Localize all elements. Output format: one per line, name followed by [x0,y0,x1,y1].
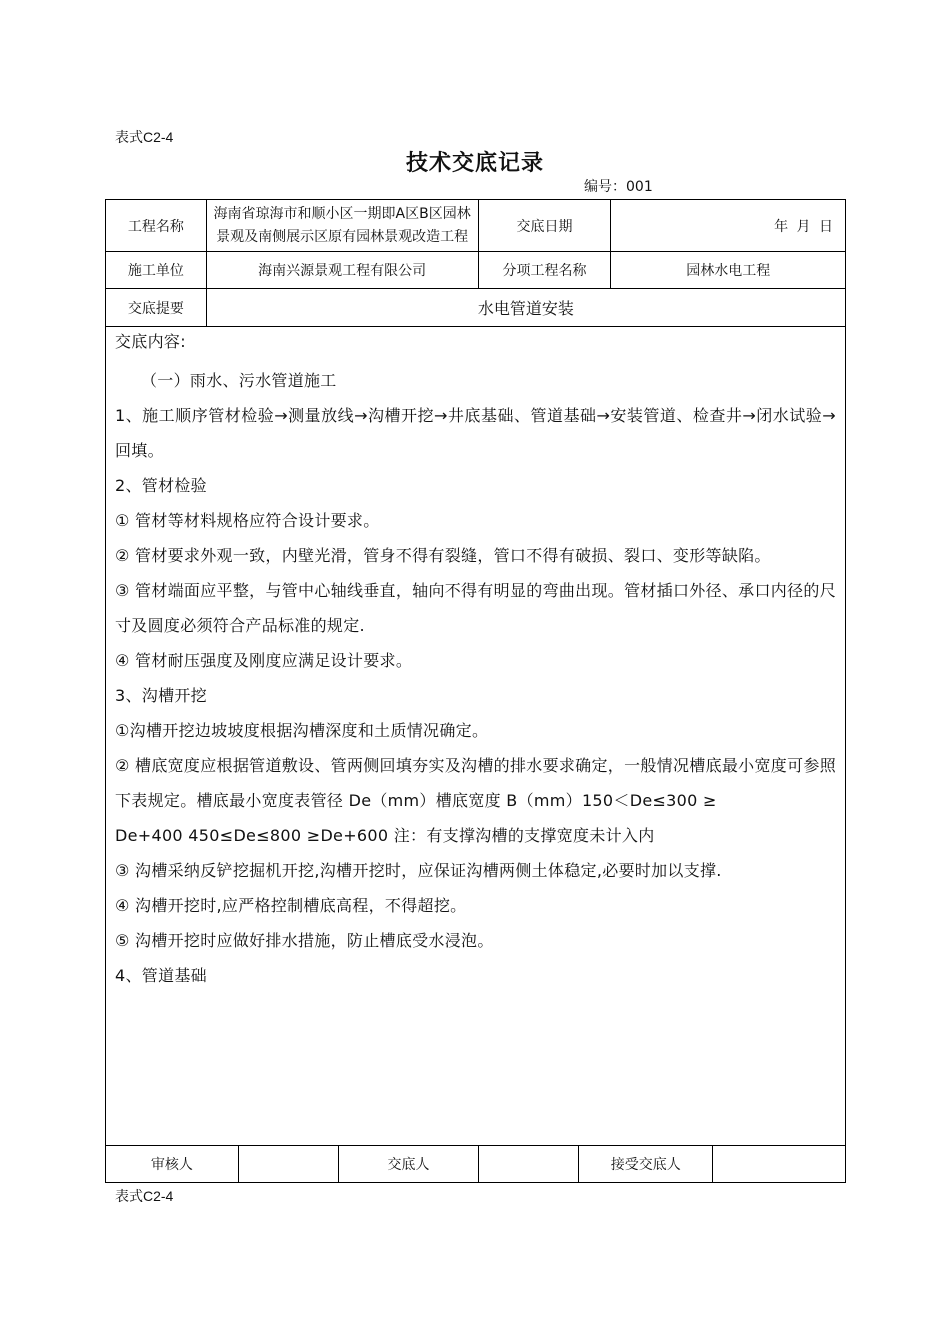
content-line: 4、管道基础 [115,966,207,985]
content-line: ①沟槽开挖边坡坡度根据沟槽深度和土质情况确定。 [115,721,489,740]
summary-value: 水电管道安装 [206,289,845,327]
form-code-top: 表式C2-4 [115,129,174,145]
reviewer-label: 审核人 [106,1146,239,1183]
document-title: 技术交底记录 [405,151,544,176]
project-name-line-1: 海南省琼海市和顺小区一期即A区B区园林 [213,205,471,222]
content-line: ② 槽底宽度应根据管道敷设、管两侧回填夯实及沟槽的排水要求确定，一般情况槽底最小宽度可参照下表规定。槽底最小宽度表管径 De（mm）槽底宽度 B（mm）150＜De≤300 ≥ [115,756,836,810]
date-label: 交底日期 [478,200,611,252]
form-code-bottom: 表式C2-4 [115,1188,174,1204]
reviewer-signature-field[interactable] [238,1146,339,1183]
subproject-value: 园林水电工程 [611,252,846,289]
content-line: ④ 管材耐压强度及刚度应满足设计要求。 [115,651,413,670]
contractor-label: 施工单位 [106,252,207,289]
content-line: ③ 管材端面应平整，与管中心轴线垂直，轴向不得有明显的弯曲出现。管材插口外径、承口内径的尺寸及圆度必须符合产品标准的规定. [115,581,836,635]
summary-label: 交底提要 [106,289,207,327]
content-line: （一）雨水、污水管道施工 [141,371,337,390]
content-line: ③ 沟槽采纳反铲挖掘机开挖,沟槽开挖时，应保证沟槽两侧土体稳定,必要时加以支撑. [115,861,722,880]
discloser-signature-field[interactable] [478,1146,579,1183]
content-line: ④ 沟槽开挖时,应严格控制槽底高程，不得超挖。 [115,896,467,915]
disclosure-content [106,327,846,1146]
subproject-label: 分项工程名称 [478,252,611,289]
date-value: 年 月 日 [611,200,846,252]
receiver-signature-field[interactable] [713,1146,846,1183]
content-line: 1、施工顺序管材检验→测量放线→沟槽开挖→井底基础、管道基础→安装管道、检查井→闭水试验→回填。 [115,406,836,460]
project-name-label: 工程名称 [106,200,207,252]
contractor-value: 海南兴源景观工程有限公司 [206,252,478,289]
disclosure-table [105,199,846,1183]
project-name-value [206,200,478,252]
project-name-line-2: 景观及南侧展示区原有园林景观改造工程 [216,228,469,245]
content-line: De+400 450≤De≤800 ≥De+600 注：有支撑沟槽的支撑宽度未计入内 [115,826,655,845]
receiver-label: 接受交底人 [579,1146,713,1183]
content-line: 3、沟槽开挖 [115,686,207,705]
discloser-label: 交底人 [339,1146,478,1183]
content-line: 2、管材检验 [115,476,207,495]
content-line: ⑤ 沟槽开挖时应做好排水措施，防止槽底受水浸泡。 [115,931,494,950]
content-line: ② 管材要求外观一致，内壁光滑，管身不得有裂缝，管口不得有破损、裂口、变形等缺陷。 [115,546,771,565]
document-number: 编号：001 [584,179,653,195]
content-line: ① 管材等材料规格应符合设计要求。 [115,511,380,530]
content-heading: 交底内容: [115,332,186,351]
